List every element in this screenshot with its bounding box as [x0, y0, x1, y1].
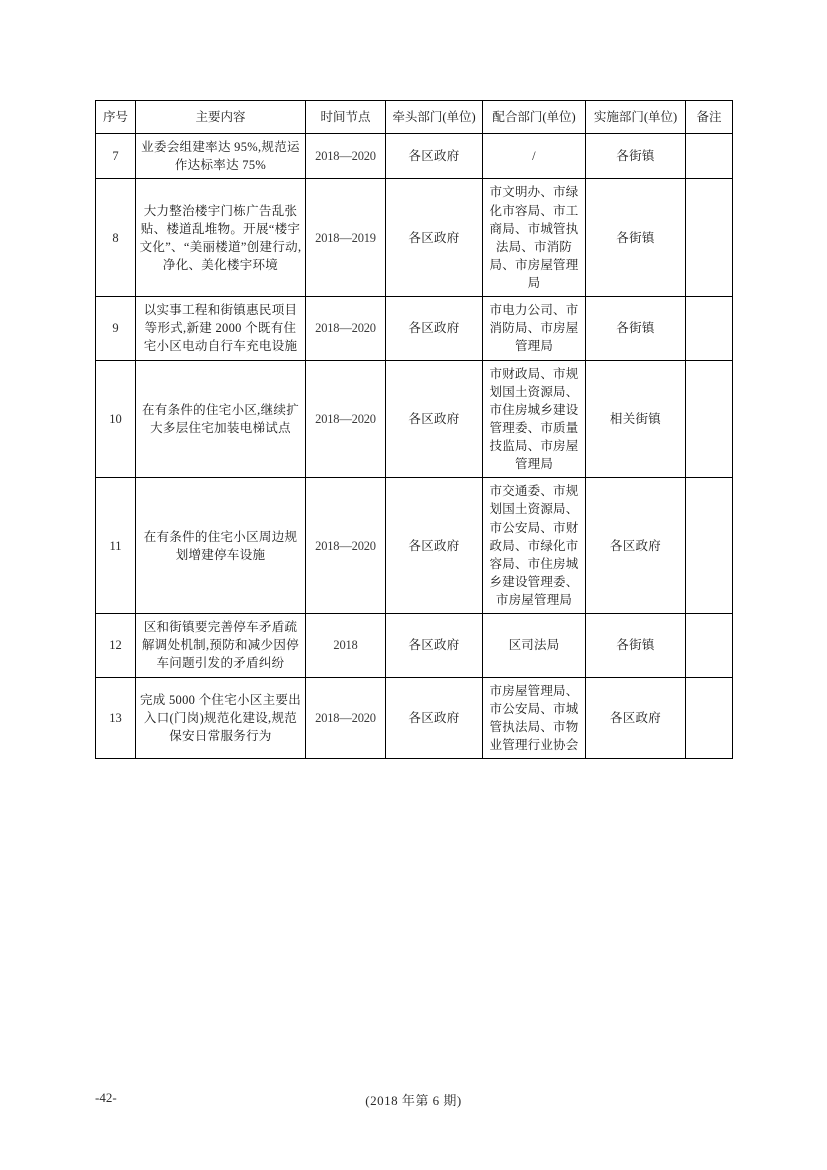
table-row [96, 179, 733, 297]
cell-implementing-department: 各街镇 [586, 297, 686, 360]
cell-cooperating-department: 市交通委、市规划国土资源局、市公安局、市财政局、市绿化市容局、市住房城乡建设管理委、市房屋管理局 [483, 478, 586, 614]
cell-main-content: 完成 5000 个住宅小区主要出入口(门岗)规范化建设,规范保安日常服务行为 [136, 677, 306, 759]
cell-time-node: 2018—2020 [306, 677, 386, 759]
cell-no: 8 [96, 179, 136, 297]
cell-main-content: 以实事工程和街镇惠民项目等形式,新建 2000 个既有住宅小区电动自行车充电设施 [136, 297, 306, 360]
cell-remarks [686, 677, 733, 759]
schedule-table [95, 100, 733, 759]
column-header-time-node: 时间节点 [306, 101, 386, 134]
column-header-implementing-department: 实施部门(单位) [586, 101, 686, 134]
cell-lead-department: 各区政府 [386, 134, 483, 179]
issue-label: (2018 年第 6 期) [365, 1093, 462, 1108]
cell-implementing-department: 各街镇 [586, 179, 686, 297]
cell-time-node: 2018—2020 [306, 297, 386, 360]
cell-remarks [686, 297, 733, 360]
cell-remarks [686, 478, 733, 614]
column-header-main-content: 主要内容 [136, 101, 306, 134]
cell-main-content: 在有条件的住宅小区周边规划增建停车设施 [136, 478, 306, 614]
cell-main-content: 在有条件的住宅小区,继续扩大多层住宅加装电梯试点 [136, 360, 306, 478]
cell-implementing-department: 各区政府 [586, 677, 686, 759]
cell-implementing-department: 各街镇 [586, 614, 686, 677]
cell-cooperating-department: 市文明办、市绿化市容局、市工商局、市城管执法局、市消防局、市房屋管理局 [483, 179, 586, 297]
cell-remarks [686, 134, 733, 179]
column-header-remarks: 备注 [686, 101, 733, 134]
table-row [96, 360, 733, 478]
cell-lead-department: 各区政府 [386, 677, 483, 759]
cell-time-node: 2018—2019 [306, 179, 386, 297]
page-footer [95, 1090, 732, 1110]
cell-cooperating-department: 市房屋管理局、市公安局、市城管执法局、市物业管理行业协会 [483, 677, 586, 759]
cell-no: 12 [96, 614, 136, 677]
cell-cooperating-department: 区司法局 [483, 614, 586, 677]
cell-no: 7 [96, 134, 136, 179]
cell-lead-department: 各区政府 [386, 614, 483, 677]
cell-remarks [686, 614, 733, 677]
page-number: -42- [95, 1090, 117, 1105]
cell-cooperating-department: 市电力公司、市消防局、市房屋管理局 [483, 297, 586, 360]
cell-no: 13 [96, 677, 136, 759]
cell-no: 9 [96, 297, 136, 360]
table-row [96, 677, 733, 759]
cell-time-node: 2018—2020 [306, 360, 386, 478]
cell-remarks [686, 179, 733, 297]
table-header-row [96, 101, 733, 134]
cell-cooperating-department: 市财政局、市规划国土资源局、市住房城乡建设管理委、市质量技监局、市房屋管理局 [483, 360, 586, 478]
table-row [96, 614, 733, 677]
cell-no: 10 [96, 360, 136, 478]
table-row [96, 297, 733, 360]
cell-main-content: 区和街镇要完善停车矛盾疏解调处机制,预防和减少因停车问题引发的矛盾纠纷 [136, 614, 306, 677]
cell-main-content: 大力整治楼宇门栋广告乱张贴、楼道乱堆物。开展“楼宇文化”、“美丽楼道”创建行动,净化、美化楼宇环境 [136, 179, 306, 297]
cell-no: 11 [96, 478, 136, 614]
cell-lead-department: 各区政府 [386, 179, 483, 297]
cell-time-node: 2018—2020 [306, 134, 386, 179]
column-header-cooperating-department: 配合部门(单位) [483, 101, 586, 134]
cell-lead-department: 各区政府 [386, 297, 483, 360]
table-header [96, 101, 733, 134]
cell-time-node: 2018 [306, 614, 386, 677]
table-row [96, 478, 733, 614]
cell-main-content: 业委会组建率达 95%,规范运作达标率达 75% [136, 134, 306, 179]
cell-implementing-department: 相关街镇 [586, 360, 686, 478]
table-row [96, 134, 733, 179]
table-body [96, 134, 733, 759]
schedule-table-container [95, 100, 732, 759]
cell-lead-department: 各区政府 [386, 478, 483, 614]
cell-remarks [686, 360, 733, 478]
cell-cooperating-department: / [483, 134, 586, 179]
cell-time-node: 2018—2020 [306, 478, 386, 614]
cell-lead-department: 各区政府 [386, 360, 483, 478]
cell-implementing-department: 各街镇 [586, 134, 686, 179]
cell-implementing-department: 各区政府 [586, 478, 686, 614]
column-header-lead-department: 牵头部门(单位) [386, 101, 483, 134]
column-header-no: 序号 [96, 101, 136, 134]
